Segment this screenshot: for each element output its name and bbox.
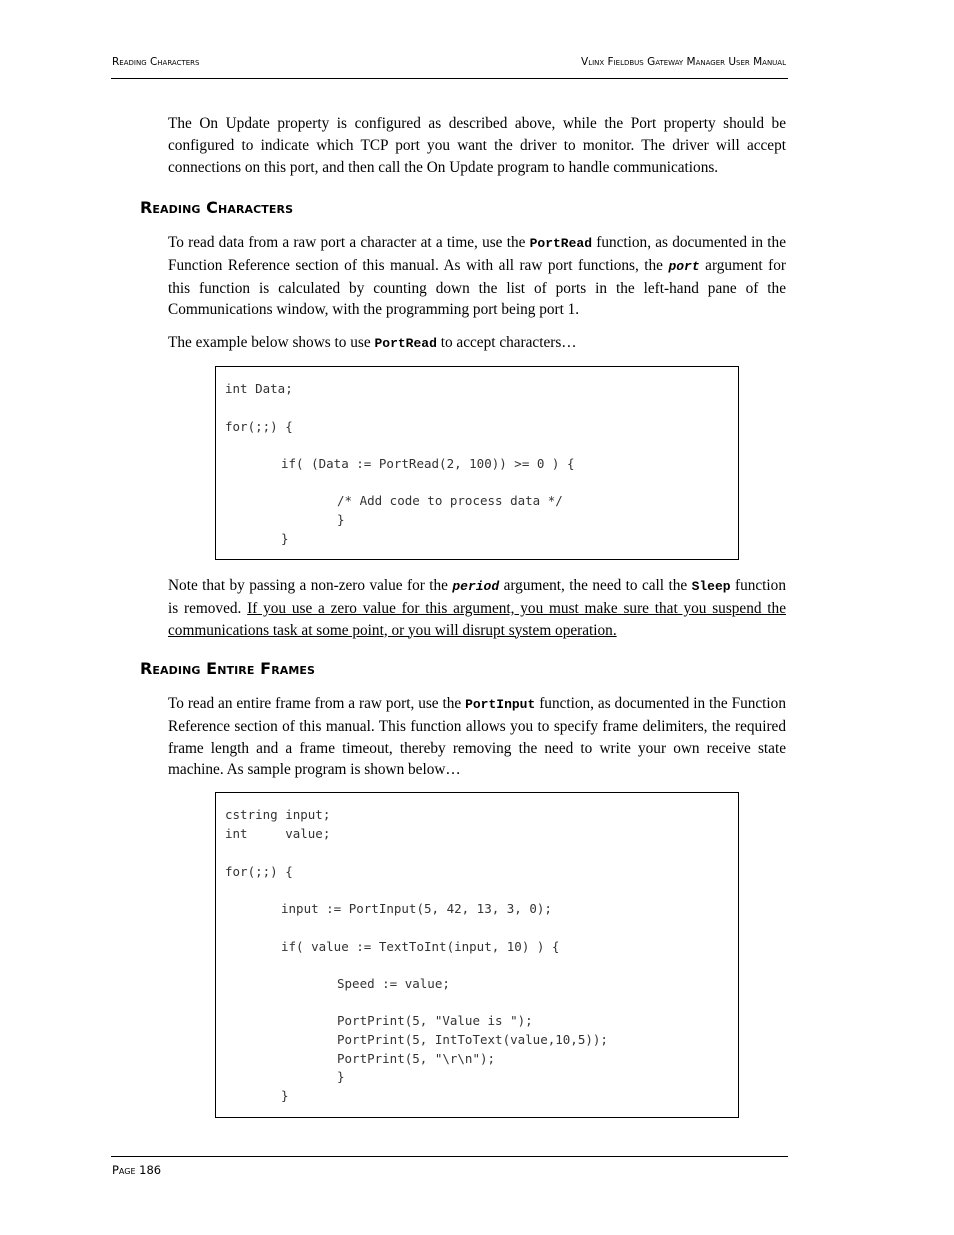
page-footer bbox=[111, 1156, 788, 1183]
text: function, as documented in the Function Reference section of this manual. As with all raw port functions, the bbox=[168, 234, 786, 274]
header-section-title: Reading Characters bbox=[112, 56, 200, 68]
text: To read data from a raw port a character at a time, use the bbox=[168, 234, 530, 251]
code-sleep: Sleep bbox=[691, 579, 731, 594]
code-portinput: PortInput bbox=[465, 697, 536, 712]
code-line: PortPrint(5, "Value is "); bbox=[337, 1013, 533, 1028]
text: argument for this function is calculated by counting down the list of ports in the left-hand pane of the Communications window, with the programming port being port 1. bbox=[168, 256, 786, 319]
section1-paragraph-3 bbox=[168, 575, 786, 641]
code-port: port bbox=[668, 258, 700, 274]
code-line: if( (Data := PortRead(2, 100)) >= 0 ) { bbox=[281, 456, 575, 471]
code-line: } bbox=[337, 512, 345, 527]
code-line: PortPrint(5, IntToText(value,10,5)); bbox=[337, 1032, 608, 1047]
text: function is removed. bbox=[168, 577, 786, 617]
code-portread: PortRead bbox=[529, 236, 593, 251]
code-period: period bbox=[452, 579, 500, 594]
code-line: cstring input; bbox=[225, 807, 331, 822]
code-example-portread bbox=[215, 366, 739, 560]
code-line: input := PortInput(5, 42, 13, 3, 0); bbox=[281, 901, 552, 916]
code-line: int value; bbox=[225, 826, 331, 841]
code-line: PortPrint(5, "\r\n"); bbox=[337, 1051, 496, 1066]
page-number: Page 186 bbox=[112, 1163, 162, 1177]
section1-paragraph-1 bbox=[168, 232, 786, 321]
page-header bbox=[111, 56, 788, 79]
header-manual-title: Vlinx Fieldbus Gateway Manager User Manual bbox=[581, 56, 786, 68]
code-line: } bbox=[281, 531, 289, 546]
code-line: int Data; bbox=[225, 381, 293, 396]
code-line: } bbox=[281, 1088, 289, 1103]
section-heading-reading-characters: Reading Characters bbox=[140, 198, 294, 217]
code-line: if( value := TextToInt(input, 10) ) { bbox=[281, 939, 560, 954]
warning-text: If you use a zero value for this argument, you must make sure that you suspend the communications task at some point, or you will disrupt system operation. bbox=[168, 599, 786, 639]
intro-text: The On Update property is configured as described above, while the Port property should be configured to indicate which TCP port you want the driver to monitor. The driver will accept connections on this port, and then call the On Update program to handle communications. bbox=[168, 115, 786, 176]
code-line: } bbox=[337, 1069, 345, 1084]
text: To read an entire frame from a raw port, use the bbox=[168, 695, 466, 712]
section2-paragraph-1 bbox=[168, 693, 786, 781]
section-heading-reading-entire-frames: Reading Entire Frames bbox=[140, 659, 316, 678]
text: Note that by passing a non-zero value for the bbox=[168, 577, 453, 594]
text: The example below shows to use bbox=[168, 334, 375, 351]
code-line: for(;;) { bbox=[225, 864, 293, 879]
text: to accept characters… bbox=[436, 334, 577, 351]
code-line: Speed := value; bbox=[337, 976, 450, 991]
text: function, as documented in the Function Reference section of this manual. This function allows you to specify frame delimiters, the required frame length and a frame timeout, thereby removing the need to write your own receive state machine. As sample program is shown below… bbox=[168, 695, 786, 779]
intro-paragraph bbox=[168, 113, 786, 178]
code-example-portinput bbox=[215, 792, 739, 1118]
code-line: /* Add code to process data */ bbox=[337, 493, 563, 508]
section1-paragraph-2 bbox=[168, 332, 786, 355]
text: argument, the need to call the bbox=[499, 577, 692, 594]
code-portread: PortRead bbox=[374, 336, 437, 351]
code-line: for(;;) { bbox=[225, 419, 293, 434]
